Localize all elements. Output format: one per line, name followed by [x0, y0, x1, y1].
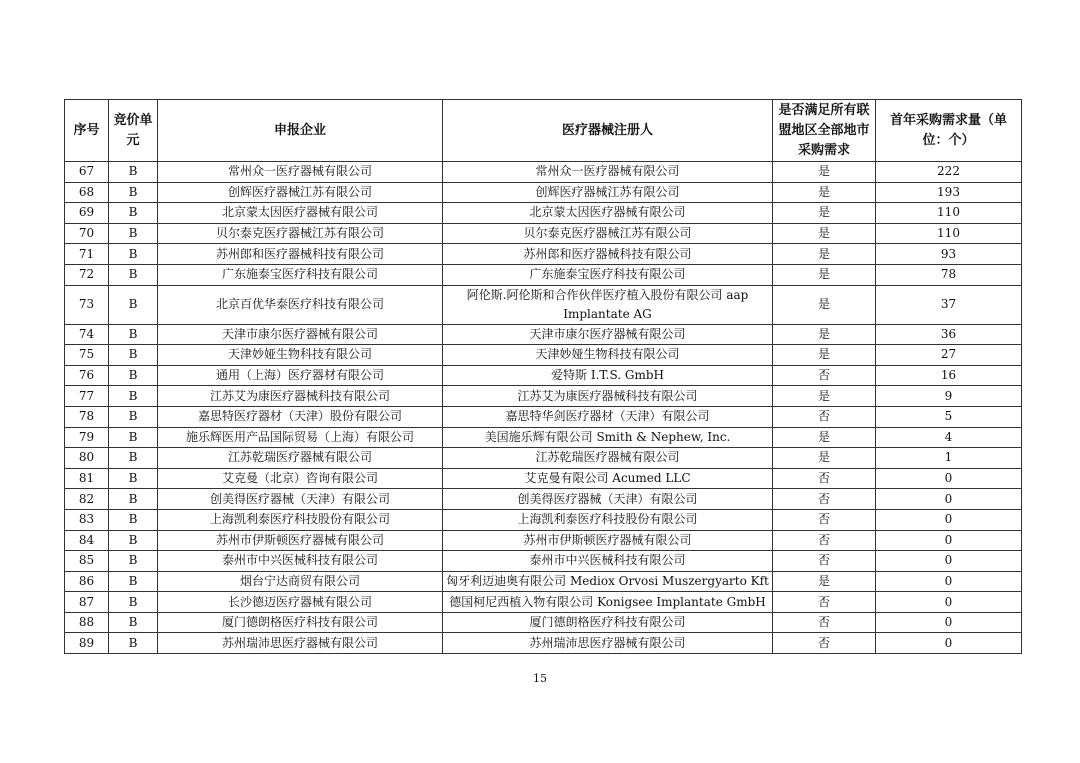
cell-demand: 27: [876, 345, 1022, 366]
cell-meets: 是: [773, 345, 876, 366]
cell-meets: 是: [773, 203, 876, 224]
cell-company: 通用（上海）医疗器材有限公司: [158, 365, 443, 386]
table-row: [65, 571, 1022, 592]
cell-seq: 70: [65, 223, 109, 244]
header-company: 申报企业: [158, 100, 443, 162]
cell-unit: B: [109, 386, 158, 407]
cell-demand: 0: [876, 489, 1022, 510]
cell-meets: 是: [773, 285, 876, 324]
cell-meets: 是: [773, 182, 876, 203]
cell-demand: 93: [876, 244, 1022, 265]
cell-demand: 1: [876, 448, 1022, 469]
cell-demand: 0: [876, 592, 1022, 613]
cell-meets: 否: [773, 365, 876, 386]
cell-unit: B: [109, 489, 158, 510]
cell-company: 泰州市中兴医械科技有限公司: [158, 551, 443, 572]
cell-seq: 67: [65, 162, 109, 183]
table-row: [65, 223, 1022, 244]
cell-seq: 68: [65, 182, 109, 203]
cell-meets: 否: [773, 489, 876, 510]
cell-unit: B: [109, 162, 158, 183]
cell-registrant: 美国施乐辉有限公司 Smith & Nephew, Inc.: [443, 427, 773, 448]
cell-unit: B: [109, 365, 158, 386]
cell-company: 北京蒙太因医疗器械有限公司: [158, 203, 443, 224]
cell-registrant: 天津妙娅生物科技有限公司: [443, 345, 773, 366]
cell-meets: 是: [773, 162, 876, 183]
cell-demand: 0: [876, 612, 1022, 633]
cell-seq: 83: [65, 509, 109, 530]
cell-seq: 84: [65, 530, 109, 551]
table-row: [65, 345, 1022, 366]
cell-company: 厦门德朗格医疗科技有限公司: [158, 612, 443, 633]
cell-registrant: 上海凯利泰医疗科技股份有限公司: [443, 509, 773, 530]
cell-registrant: 阿伦斯.阿伦斯和合作伙伴医疗植入股份有限公司 aap Implantate AG: [443, 285, 773, 324]
cell-registrant: 艾克曼有限公司 Acumed LLC: [443, 468, 773, 489]
table-row: [65, 592, 1022, 613]
cell-demand: 37: [876, 285, 1022, 324]
table-row: [65, 203, 1022, 224]
cell-registrant: 苏州郎和医疗器械科技有限公司: [443, 244, 773, 265]
cell-seq: 86: [65, 571, 109, 592]
cell-meets: 是: [773, 571, 876, 592]
cell-registrant: 江苏乾瑞医疗器械有限公司: [443, 448, 773, 469]
cell-meets: 否: [773, 633, 876, 654]
cell-unit: B: [109, 345, 158, 366]
cell-meets: 是: [773, 223, 876, 244]
table-row: [65, 551, 1022, 572]
cell-company: 长沙德迈医疗器械有限公司: [158, 592, 443, 613]
cell-company: 江苏艾为康医疗器械科技有限公司: [158, 386, 443, 407]
cell-company: 艾克曼（北京）咨询有限公司: [158, 468, 443, 489]
cell-seq: 82: [65, 489, 109, 510]
cell-company: 贝尔泰克医疗器械江苏有限公司: [158, 223, 443, 244]
cell-meets: 否: [773, 406, 876, 427]
cell-demand: 0: [876, 571, 1022, 592]
cell-demand: 0: [876, 509, 1022, 530]
table-row: [65, 468, 1022, 489]
cell-seq: 72: [65, 264, 109, 285]
table-row: [65, 182, 1022, 203]
cell-unit: B: [109, 509, 158, 530]
cell-meets: 否: [773, 530, 876, 551]
header-unit: 竞价单元: [109, 100, 158, 162]
cell-seq: 89: [65, 633, 109, 654]
cell-seq: 75: [65, 345, 109, 366]
table-row: [65, 633, 1022, 654]
cell-registrant: 贝尔泰克医疗器械江苏有限公司: [443, 223, 773, 244]
cell-registrant: 北京蒙太因医疗器械有限公司: [443, 203, 773, 224]
cell-seq: 79: [65, 427, 109, 448]
cell-unit: B: [109, 592, 158, 613]
table-row: [65, 489, 1022, 510]
cell-demand: 0: [876, 468, 1022, 489]
cell-unit: B: [109, 203, 158, 224]
cell-registrant: 江苏艾为康医疗器械科技有限公司: [443, 386, 773, 407]
table-row: [65, 612, 1022, 633]
cell-unit: B: [109, 530, 158, 551]
header-meets: 是否满足所有联盟地区全部地市采购需求: [773, 100, 876, 162]
cell-company: 北京百优华泰医疗科技有限公司: [158, 285, 443, 324]
cell-registrant: 苏州市伊斯顿医疗器械有限公司: [443, 530, 773, 551]
cell-unit: B: [109, 468, 158, 489]
cell-seq: 74: [65, 324, 109, 345]
table-row: [65, 244, 1022, 265]
table-row: [65, 386, 1022, 407]
cell-seq: 69: [65, 203, 109, 224]
cell-demand: 16: [876, 365, 1022, 386]
cell-meets: 否: [773, 612, 876, 633]
cell-meets: 是: [773, 386, 876, 407]
table-row: [65, 509, 1022, 530]
cell-seq: 73: [65, 285, 109, 324]
header-row: [65, 100, 1022, 162]
cell-unit: B: [109, 551, 158, 572]
cell-registrant: 天津市康尔医疗器械有限公司: [443, 324, 773, 345]
cell-company: 烟台宁达商贸有限公司: [158, 571, 443, 592]
cell-unit: B: [109, 571, 158, 592]
cell-company: 江苏乾瑞医疗器械有限公司: [158, 448, 443, 469]
cell-seq: 88: [65, 612, 109, 633]
cell-registrant: 创美得医疗器械（天津）有限公司: [443, 489, 773, 510]
cell-unit: B: [109, 244, 158, 265]
cell-registrant: 爱特斯 I.T.S. GmbH: [443, 365, 773, 386]
cell-registrant: 常州众一医疗器械有限公司: [443, 162, 773, 183]
table-row: [65, 285, 1022, 324]
cell-demand: 5: [876, 406, 1022, 427]
table-row: [65, 264, 1022, 285]
cell-meets: 否: [773, 551, 876, 572]
header-registrant: 医疗器械注册人: [443, 100, 773, 162]
cell-demand: 4: [876, 427, 1022, 448]
cell-unit: B: [109, 285, 158, 324]
cell-company: 广东施泰宝医疗科技有限公司: [158, 264, 443, 285]
table-row: [65, 427, 1022, 448]
cell-unit: B: [109, 427, 158, 448]
cell-demand: 0: [876, 530, 1022, 551]
table-row: [65, 162, 1022, 183]
table-body: [65, 162, 1022, 654]
cell-registrant: 广东施泰宝医疗科技有限公司: [443, 264, 773, 285]
cell-company: 常州众一医疗器械有限公司: [158, 162, 443, 183]
cell-demand: 0: [876, 633, 1022, 654]
cell-seq: 77: [65, 386, 109, 407]
cell-meets: 否: [773, 592, 876, 613]
cell-registrant: 德国柯尼西植入物有限公司 Konigsee Implantate GmbH: [443, 592, 773, 613]
cell-demand: 193: [876, 182, 1022, 203]
table-row: [65, 324, 1022, 345]
cell-seq: 81: [65, 468, 109, 489]
cell-registrant: 苏州瑞沛思医疗器械有限公司: [443, 633, 773, 654]
cell-registrant: 嘉思特华剑医疗器材（天津）有限公司: [443, 406, 773, 427]
cell-unit: B: [109, 223, 158, 244]
table-row: [65, 530, 1022, 551]
cell-demand: 9: [876, 386, 1022, 407]
cell-seq: 87: [65, 592, 109, 613]
cell-company: 嘉思特医疗器材（天津）股份有限公司: [158, 406, 443, 427]
cell-company: 苏州市伊斯顿医疗器械有限公司: [158, 530, 443, 551]
table-row: [65, 406, 1022, 427]
cell-seq: 80: [65, 448, 109, 469]
cell-seq: 85: [65, 551, 109, 572]
cell-unit: B: [109, 324, 158, 345]
cell-company: 天津妙娅生物科技有限公司: [158, 345, 443, 366]
cell-registrant: 匈牙利迈迪奥有限公司 Mediox Orvosi Muszergyarto Kft: [443, 571, 773, 592]
cell-demand: 110: [876, 203, 1022, 224]
cell-seq: 78: [65, 406, 109, 427]
procurement-table: [64, 99, 1022, 654]
cell-demand: 36: [876, 324, 1022, 345]
table-row: [65, 448, 1022, 469]
cell-unit: B: [109, 264, 158, 285]
cell-meets: 是: [773, 264, 876, 285]
cell-demand: 0: [876, 551, 1022, 572]
cell-meets: 是: [773, 244, 876, 265]
page-number: 15: [533, 672, 547, 685]
cell-unit: B: [109, 612, 158, 633]
cell-demand: 222: [876, 162, 1022, 183]
cell-company: 施乐辉医用产品国际贸易（上海）有限公司: [158, 427, 443, 448]
cell-company: 天津市康尔医疗器械有限公司: [158, 324, 443, 345]
cell-meets: 是: [773, 324, 876, 345]
cell-unit: B: [109, 406, 158, 427]
cell-meets: 否: [773, 509, 876, 530]
cell-unit: B: [109, 633, 158, 654]
cell-seq: 71: [65, 244, 109, 265]
header-demand: 首年采购需求量（单位：个）: [876, 100, 1022, 162]
cell-meets: 是: [773, 448, 876, 469]
cell-registrant: 泰州市中兴医械科技有限公司: [443, 551, 773, 572]
cell-demand: 110: [876, 223, 1022, 244]
cell-company: 苏州瑞沛思医疗器械有限公司: [158, 633, 443, 654]
cell-seq: 76: [65, 365, 109, 386]
header-seq: 序号: [65, 100, 109, 162]
cell-meets: 是: [773, 427, 876, 448]
cell-company: 创辉医疗器械江苏有限公司: [158, 182, 443, 203]
cell-meets: 否: [773, 468, 876, 489]
cell-company: 上海凯利泰医疗科技股份有限公司: [158, 509, 443, 530]
cell-unit: B: [109, 182, 158, 203]
cell-company: 苏州郎和医疗器械科技有限公司: [158, 244, 443, 265]
cell-company: 创美得医疗器械（天津）有限公司: [158, 489, 443, 510]
table-row: [65, 365, 1022, 386]
cell-registrant: 创辉医疗器械江苏有限公司: [443, 182, 773, 203]
cell-unit: B: [109, 448, 158, 469]
cell-demand: 78: [876, 264, 1022, 285]
cell-registrant: 厦门德朗格医疗科技有限公司: [443, 612, 773, 633]
